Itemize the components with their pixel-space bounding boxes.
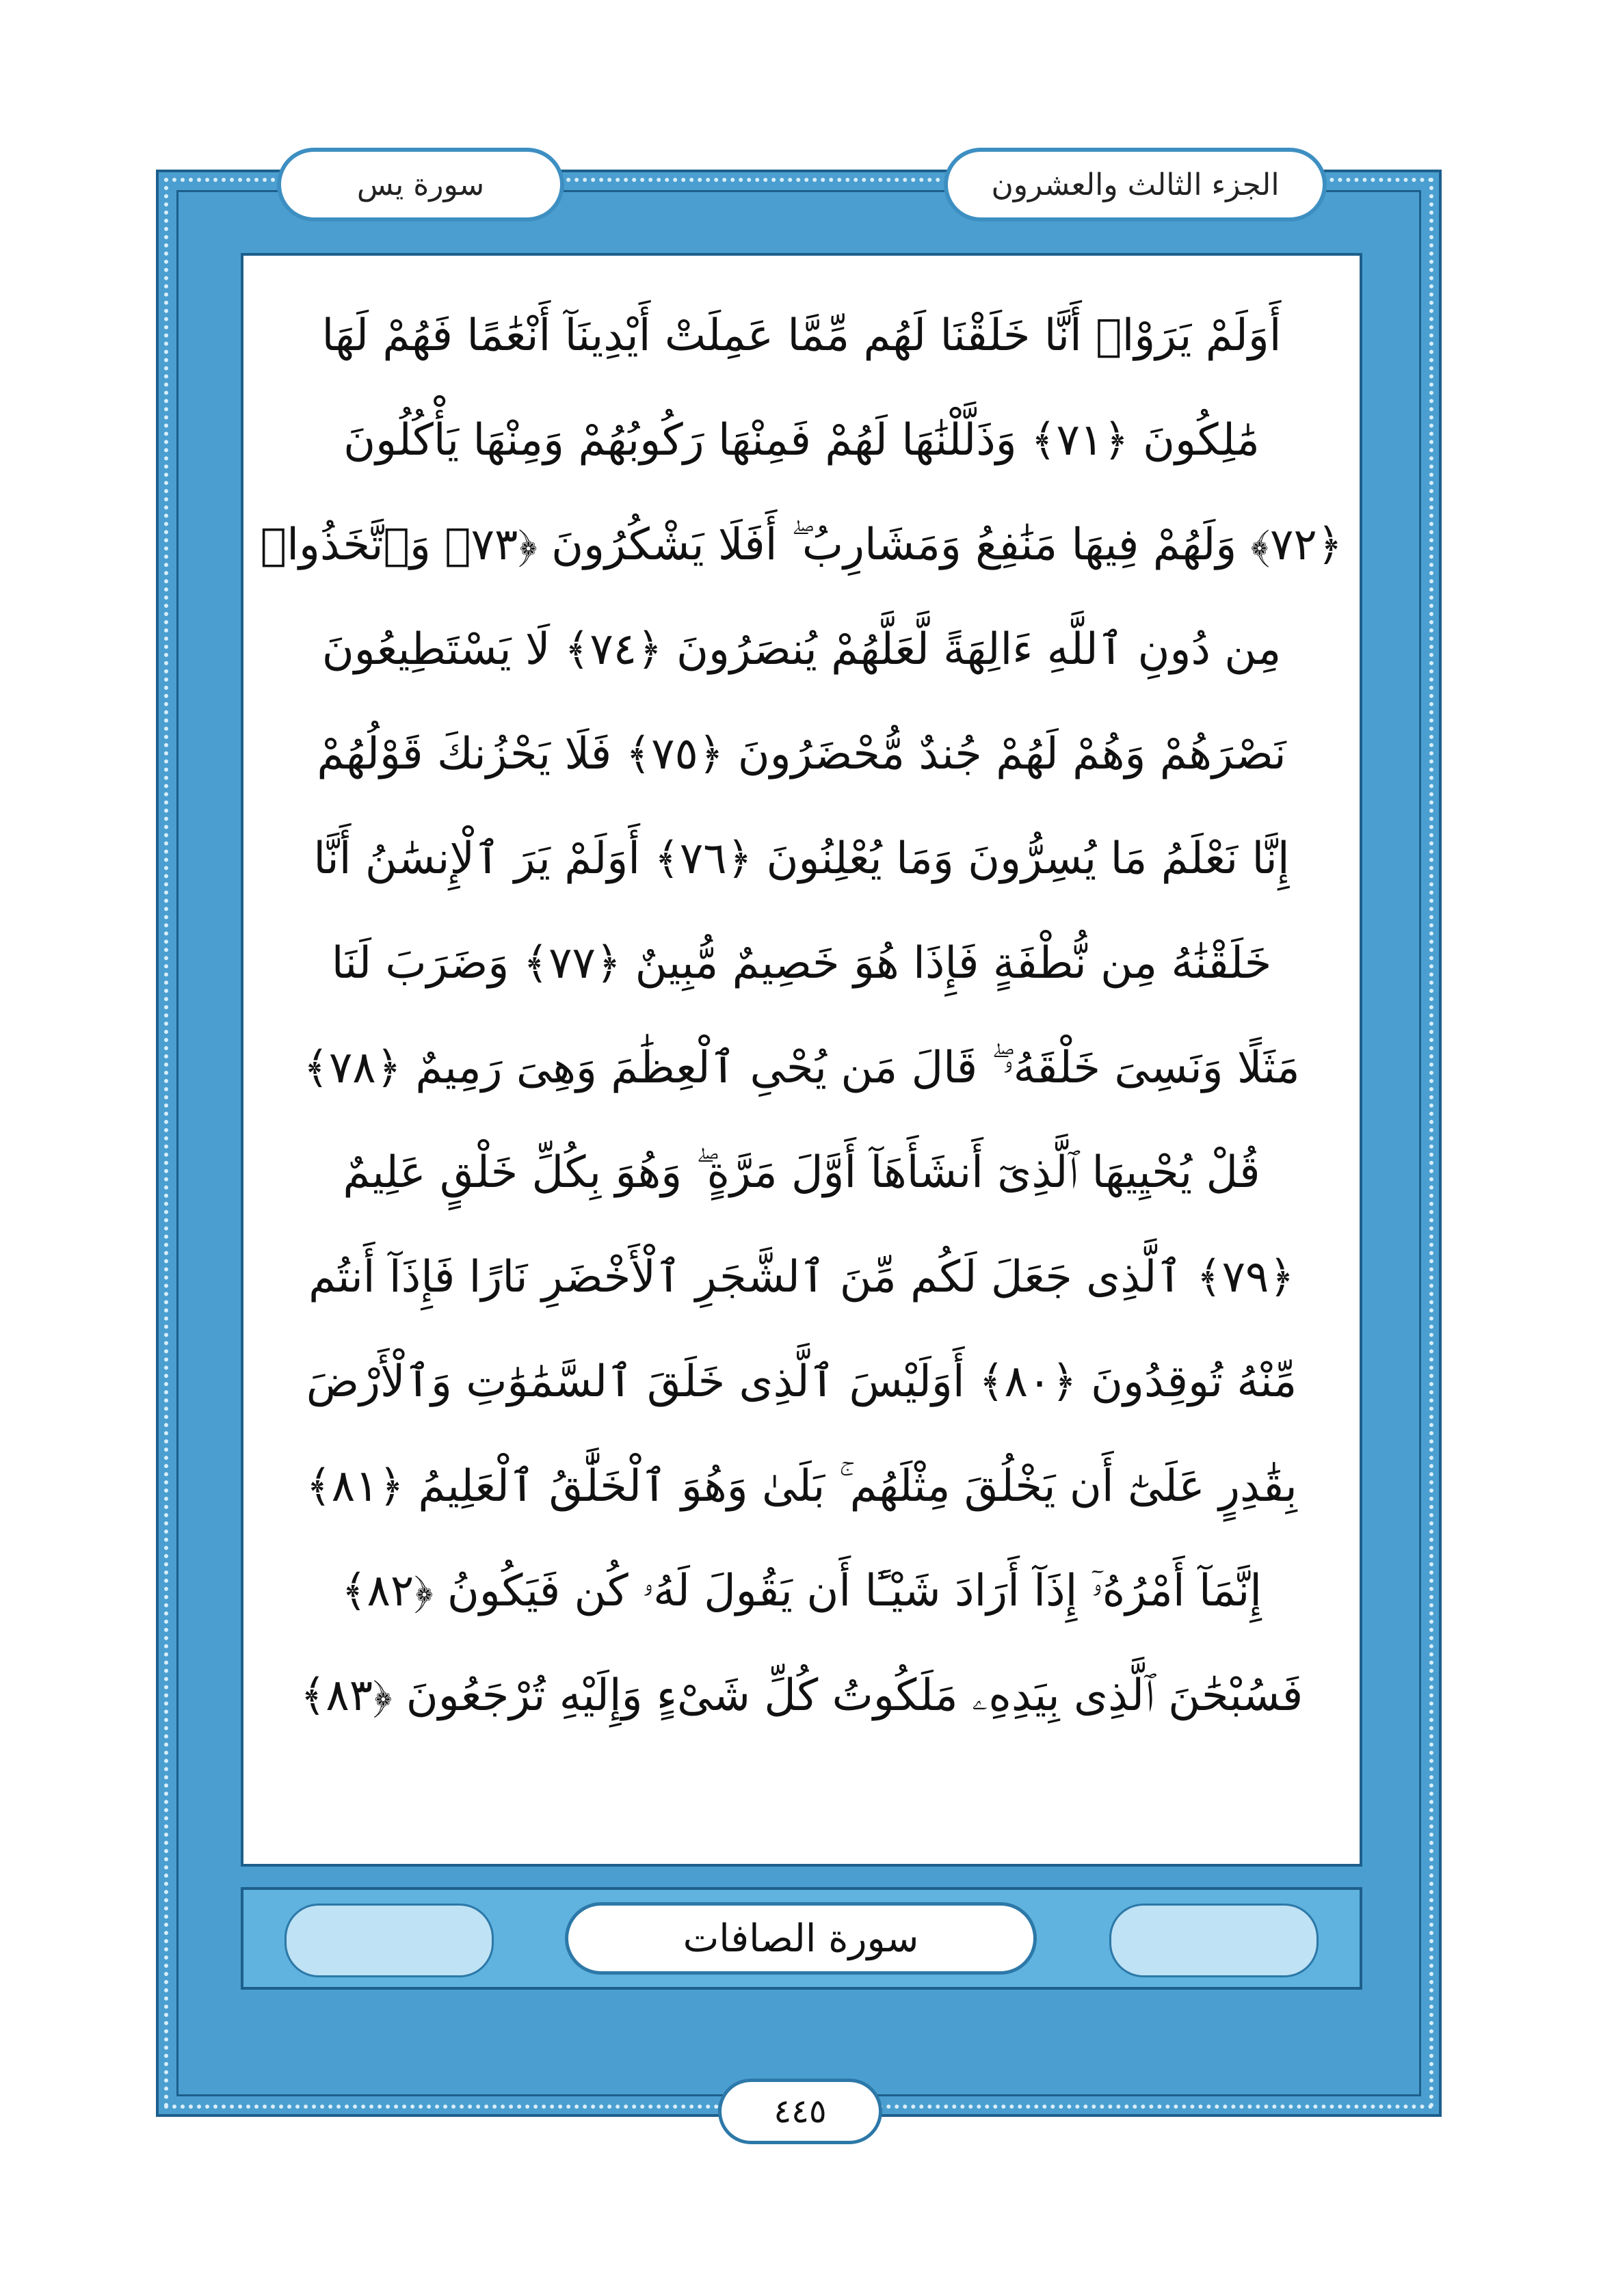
verse-line: مِن دُونِ ٱللَّهِ ءَالِهَةً لَّعَلَّهُمْ يُنصَرُونَ ﴿٧٤﴾ لَا يَسْتَطِيعُونَ (321, 624, 1282, 675)
verse-line: نَصْرَهُمْ وَهُمْ لَهُمْ جُندٌ مُّحْضَرُونَ ﴿٧٥﴾ فَلَا يَحْزُنكَ قَوْلُهُمْ (317, 729, 1286, 779)
verse-line: ﴿٧٩﴾ ٱلَّذِى جَعَلَ لَكُم مِّنَ ٱلشَّجَرِ ٱلْأَخْضَرِ نَارًا فَإِذَآ أَنتُم (308, 1252, 1295, 1303)
verse-line: أَوَلَمْ يَرَوْا۟ أَنَّا خَلَقْنَا لَهُم مِّمَّا عَمِلَتْ أَيْدِينَآ أَنْعَٰمًا فَهُمْ لَهَا (321, 310, 1282, 361)
verse-line: إِنَّمَآ أَمْرُهُۥٓ إِذَآ أَرَادَ شَيْـًٔا أَن يَقُولَ لَهُۥ كُن فَيَكُونُ ﴿٨٢﴾ (341, 1566, 1262, 1616)
verse-line: قُلْ يُحْيِيهَا ٱلَّذِىٓ أَنشَأَهَآ أَوَّلَ مَرَّةٍ ۖ وَهُوَ بِكُلِّ خَلْقٍ عَلِيمٌ (343, 1147, 1260, 1198)
verse-lines (260, 283, 1343, 1748)
verse-line: خَلَقْنَٰهُ مِن نُّطْفَةٍ فَإِذَا هُوَ خَصِيمٌ مُّبِينٌ ﴿٧٧﴾ وَضَرَبَ لَنَا (331, 938, 1272, 989)
surah-name-header: سورة يس (277, 148, 564, 222)
verse-line: ﴿٧٢﴾ وَلَهُمْ فِيهَا مَنَٰفِعُ وَمَشَارِبُ ۖ أَفَلَا يَشْكُرُونَ ﴿٧٣﴾ وَٱتَّخَذُوا۟ (260, 520, 1343, 570)
verse-line: مِّنْهُ تُوقِدُونَ ﴿٨٠﴾ أَوَلَيْسَ ٱلَّذِى خَلَقَ ٱلسَّمَٰوَٰتِ وَٱلْأَرْضَ (306, 1357, 1297, 1407)
next-surah-title: سورة الصافات (565, 1902, 1037, 1975)
verse-line: فَسُبْحَٰنَ ٱلَّذِى بِيَدِهِۦ مَلَكُوتُ كُلِّ شَىْءٍ وَإِلَيْهِ تُرْجَعُونَ ﴿٨٣﴾ (300, 1670, 1304, 1721)
page-number: ٤٤٥ (718, 2079, 882, 2144)
text-panel (241, 253, 1362, 1867)
surah-title-band (241, 1887, 1362, 1990)
verse-line: بِقَٰدِرٍ عَلَىٰٓ أَن يَخْلُقَ مِثْلَهُم ۚ بَلَىٰ وَهُوَ ٱلْخَلَّٰقُ ٱلْعَلِيمُ ﴿٨١﴾ (306, 1461, 1297, 1512)
verse-line: مَثَلًا وَنَسِىَ خَلْقَهُۥ ۖ قَالَ مَن يُحْىِ ٱلْعِظَٰمَ وَهِىَ رَمِيمٌ ﴿٧٨﴾ (303, 1043, 1300, 1093)
band-ornament-right (1109, 1904, 1319, 1977)
juz-name-header: الجزء الثالث والعشرون (944, 148, 1327, 222)
verse-line: مَٰلِكُونَ ﴿٧١﴾ وَذَلَّلْنَٰهَا لَهُمْ فَمِنْهَا رَكُوبُهُمْ وَمِنْهَا يَأْكُلُونَ (343, 415, 1260, 466)
verse-line: إِنَّا نَعْلَمُ مَا يُسِرُّونَ وَمَا يُعْلِنُونَ ﴿٧٦﴾ أَوَلَمْ يَرَ ٱلْإِنسَٰنُ أَنَّا (313, 833, 1290, 884)
band-ornament-left (285, 1904, 494, 1977)
